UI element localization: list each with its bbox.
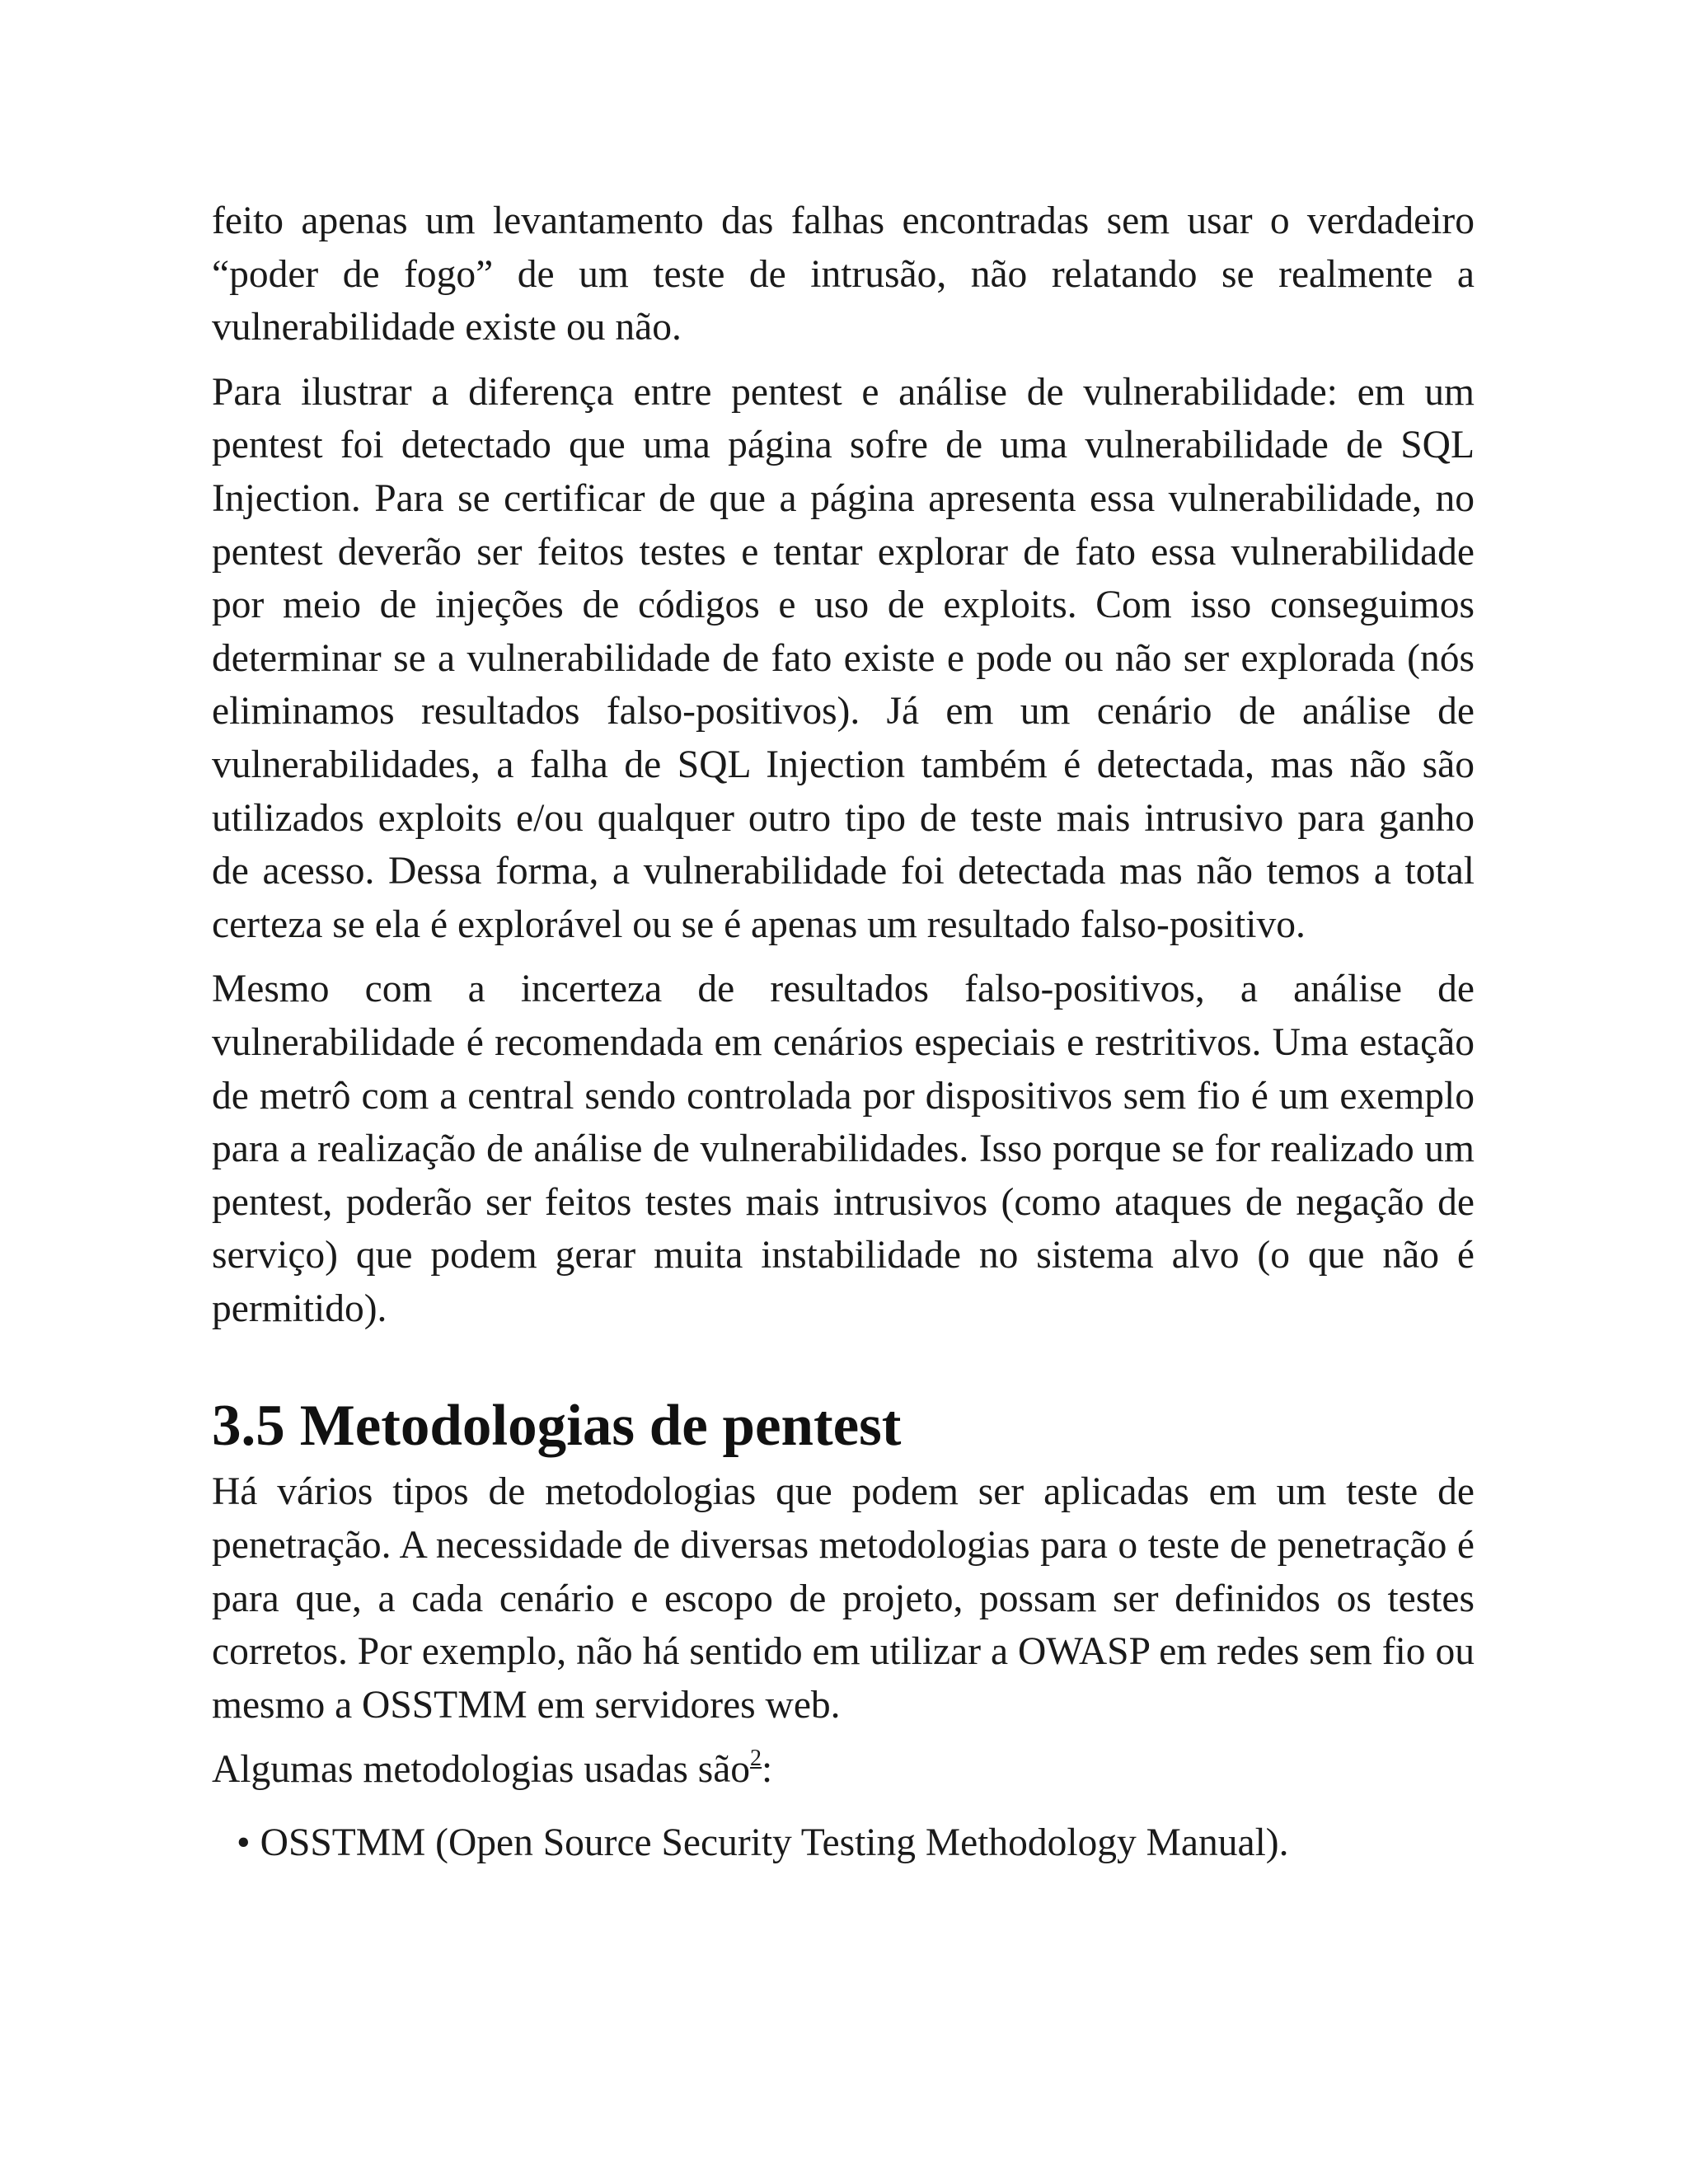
section-title: Metodologias de pentest <box>299 1394 902 1459</box>
bullet-icon: • <box>237 1821 251 1865</box>
paragraph-2: Para ilustrar a diferença entre pentest e análise de vulnerabilidade: em um pentest foi detectado que uma página sofre de uma vulnerabilidade de SQL Injection. Para se certificar de que a página apresenta essa vulnerabilidade, no pentest deverão ser feitos testes e tentar explorar de fato essa vulnerabilidade por meio de injeções de códigos e uso de exploits. Com isso conseguimos determinar se a vulnerabilidade de fato existe e pode ou não ser explorada (nós eliminamos resultados falso-positivos). Já em um cenário de análise de vulnerabilidades, a falha de SQL Injection também é detectada, mas não são utilizados exploits e/ou qualquer outro tipo de teste mais intrusivo para ganho de acesso. Dessa forma, a vulnerabilidade foi detectada mas não temos a total certeza se ela é explorável ou se é apenas um resultado falso-positivo. <box>212 370 1475 946</box>
list-item-text: OSSTMM (Open Source Security Testing Methodology Manual). <box>260 1821 1289 1865</box>
section-heading <box>212 1391 1475 1460</box>
section-paragraph: Há vários tipos de metodologias que podem ser aplicadas em um teste de penetração. A necessidade de diversas metodologias para o teste de penetração é para que, a cada cenário e escopo de projeto, possam ser definidos os testes corretos. Por exemplo, não há sentido em utilizar a OWASP em redes sem fio ou mesmo a OSSTMM em servidores web. <box>212 1470 1475 1727</box>
list-intro-text: Algumas metodologias usadas são <box>212 1748 751 1792</box>
section-number: 3.5 <box>212 1394 285 1459</box>
list-item <box>237 1816 1475 1870</box>
paragraph-1: feito apenas um levantamento das falhas encontradas sem usar o verdadeiro “poder de fogo” de um teste de intrusão, não relatando se realmente a vulnerabilidade existe ou não. <box>212 199 1475 349</box>
methodology-list <box>212 1816 1475 1870</box>
paragraph-3: Mesmo com a incerteza de resultados falso-positivos, a análise de vulnerabilidade é recomendada em cenários especiais e restritivos. Uma estação de metrô com a central sendo controlada por dispositivos sem fio é um exemplo para a realização de análise de vulnerabilidades. Isso porque se for realizado um pentest, poderão ser feitos testes mais intrusivos (como ataques de negação de serviço) que podem gerar muita instabilidade no sistema alvo (o que não é permitido). <box>212 968 1475 1330</box>
footnote-reference-link[interactable]: 2 <box>750 1746 762 1772</box>
list-intro-colon: : <box>762 1748 773 1792</box>
list-intro <box>212 1743 1475 1797</box>
document-page <box>212 194 1475 1870</box>
